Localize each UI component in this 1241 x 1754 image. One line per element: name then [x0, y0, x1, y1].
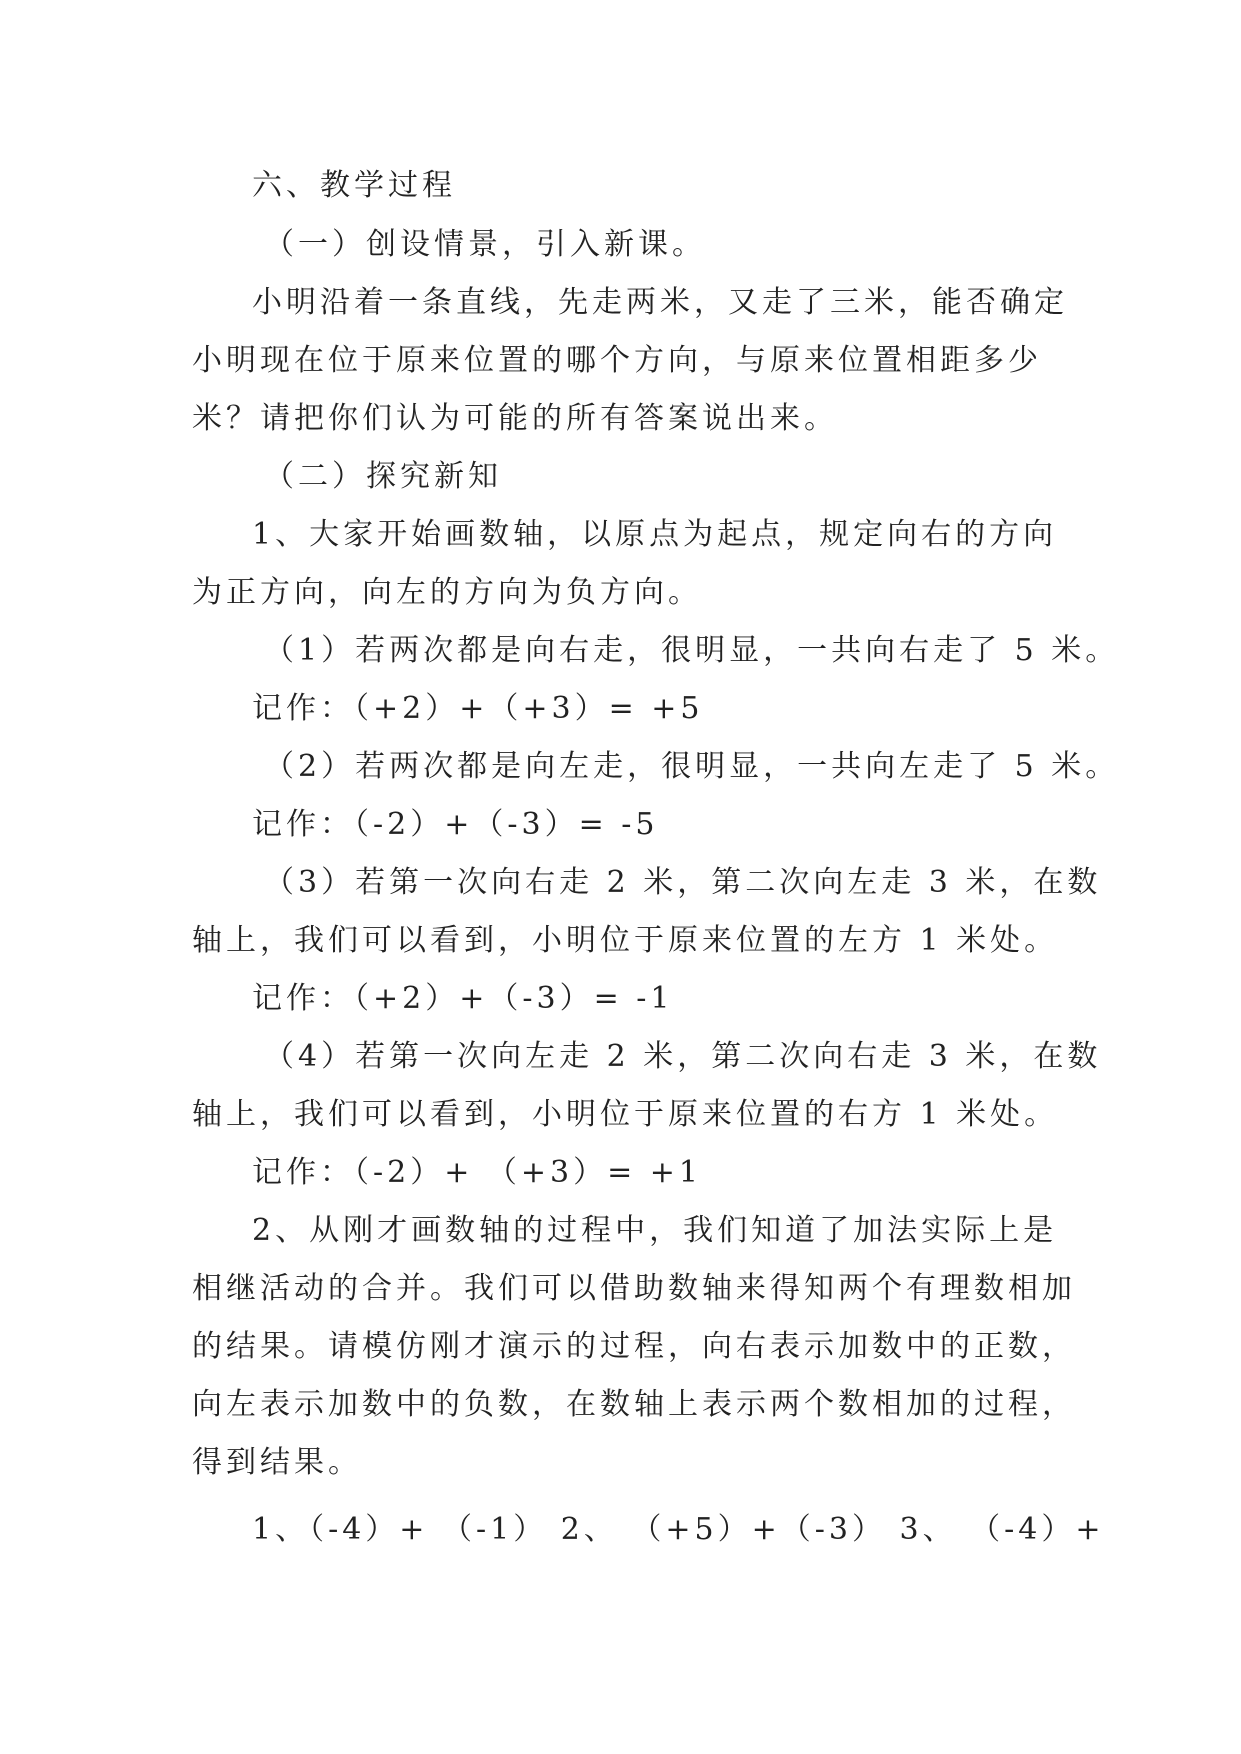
- paragraph-line: 轴上，我们可以看到，小明位于原来位置的右方 1 米处。: [192, 1097, 1059, 1132]
- case-line: （4）若第一次向左走 2 米，第二次向右走 3 米，在数: [264, 1039, 1102, 1074]
- case-line: （3）若第一次向右走 2 米，第二次向左走 3 米，在数: [264, 865, 1102, 900]
- paragraph-line: 1、大家开始画数轴，以原点为起点，规定向右的方向: [252, 517, 1058, 552]
- paragraph-line: 向左表示加数中的负数，在数轴上表示两个数相加的过程，: [192, 1387, 1076, 1422]
- paragraph-line: 2、从刚才画数轴的过程中，我们知道了加法实际上是: [252, 1213, 1058, 1248]
- formula-line: 记作：（+2）+（+3）= +5: [252, 691, 704, 726]
- paragraph-line: 得到结果。: [192, 1445, 362, 1480]
- formula-line: 记作：（-2）+ （+3）= +1: [252, 1155, 703, 1190]
- paragraph-line: 米？请把你们认为可能的所有答案说出来。: [192, 401, 838, 436]
- paragraph-line: 小明沿着一条直线，先走两米，又走了三米，能否确定: [252, 285, 1068, 320]
- paragraph-line: 为正方向，向左的方向为负方向。: [192, 575, 702, 610]
- formula-line: 记作：（-2）+（-3）= -5: [252, 807, 659, 842]
- case-line: （2）若两次都是向左走，很明显，一共向左走了 5 米。: [264, 749, 1120, 784]
- subsection-heading: （一）创设情景，引入新课。: [264, 227, 706, 262]
- subsection-heading: （二）探究新知: [264, 459, 502, 494]
- paragraph-line: 轴上，我们可以看到，小明位于原来位置的左方 1 米处。: [192, 923, 1059, 958]
- exercise-line: 1、（-4）+ （-1） 2、 （+5）+（-3） 3、 （-4）+: [252, 1512, 1105, 1547]
- case-line: （1）若两次都是向右走，很明显，一共向右走了 5 米。: [264, 633, 1120, 668]
- paragraph-line: 小明现在位于原来位置的哪个方向，与原来位置相距多少: [192, 343, 1042, 378]
- formula-line: 记作：（+2）+（-3）= -1: [252, 981, 674, 1016]
- paragraph-line: 的结果。请模仿刚才演示的过程，向右表示加数中的正数，: [192, 1329, 1076, 1364]
- section-heading: 六、教学过程: [252, 168, 456, 203]
- paragraph-line: 相继活动的合并。我们可以借助数轴来得知两个有理数相加: [192, 1271, 1076, 1306]
